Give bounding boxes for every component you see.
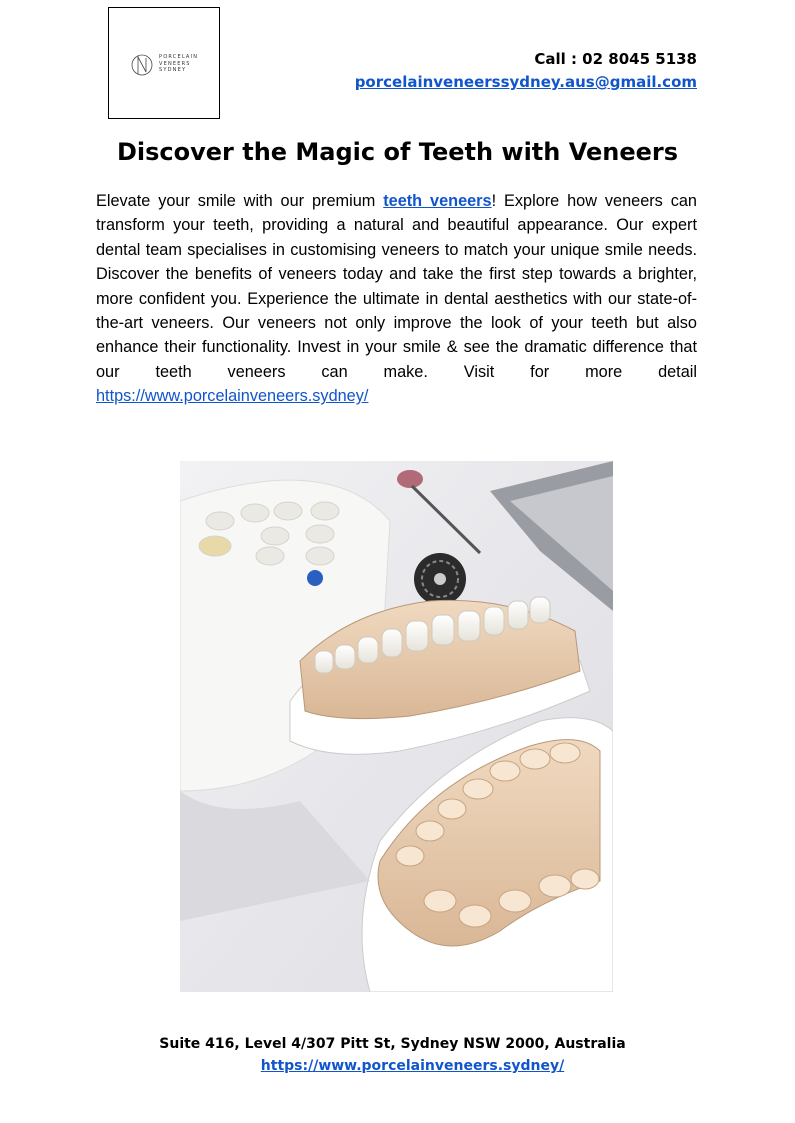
logo-mark-icon bbox=[129, 52, 155, 78]
body-paragraph bbox=[96, 189, 697, 409]
logo-line: VENEERS bbox=[159, 60, 191, 67]
phone-number: Call : 02 8045 5138 bbox=[534, 50, 697, 68]
footer-website-link[interactable]: https://www.porcelainveneers.sydney/ bbox=[260, 1058, 565, 1074]
logo-line: SYDNEY bbox=[159, 67, 187, 73]
veneers-dental-model-photo bbox=[180, 461, 613, 992]
contact-block bbox=[355, 48, 697, 94]
email-link[interactable]: porcelainveneerssydney.aus@gmail.com bbox=[354, 73, 697, 91]
footer-address: Suite 416, Level 4/307 Pitt St, Sydney NSW 2000, Australia bbox=[159, 1036, 626, 1052]
logo-text bbox=[159, 54, 198, 74]
paragraph-body: ! Explore how veneers can transform your teeth, providing a natural and beautiful appearance. Our expert dental team specialises in customising veneers to match your unique smile needs. Discover the benefits of veneers today and take the first step towards a brighter, more confident you. Experience the ultimate in dental aesthetics with our state-of-the-art veneers. Our veneers not only improve the look of your teeth but also enhance their functionality. Invest in your smile & see the dramatic difference that our teeth veneers can make. Visit for more detail bbox=[96, 192, 697, 381]
logo bbox=[108, 7, 220, 119]
logo-line: PORCELAIN bbox=[159, 54, 199, 60]
page-title: Discover the Magic of Teeth with Veneers bbox=[116, 138, 679, 166]
website-link[interactable]: https://www.porcelainveneers.sydney/ bbox=[96, 387, 369, 406]
teeth-veneers-link[interactable]: teeth veneers bbox=[383, 192, 492, 210]
footer bbox=[0, 1033, 795, 1077]
dental-model-illustration bbox=[180, 461, 613, 992]
paragraph-intro: Elevate your smile with our premium bbox=[96, 192, 384, 210]
